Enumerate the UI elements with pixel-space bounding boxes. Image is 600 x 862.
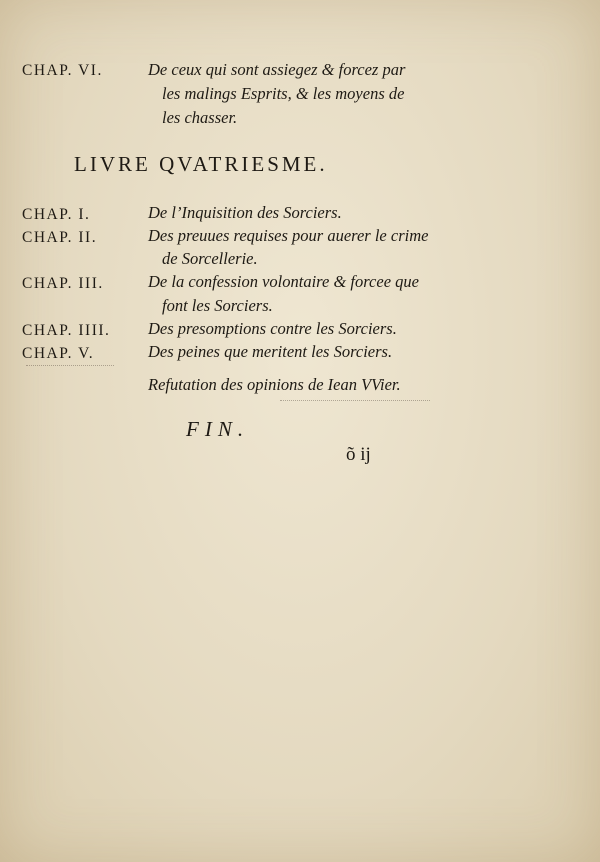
- dotted-rule: [280, 400, 430, 401]
- chapter-title-line: Des presomptions contre les Sorciers.: [148, 319, 397, 338]
- refutation-line: Refutation des opinions de Iean VVier.: [148, 375, 401, 394]
- chapter-title-line: Des preuues requises pour auerer le crime: [148, 226, 429, 245]
- dotted-rule: [26, 365, 114, 366]
- end-text: FIN.: [186, 417, 250, 441]
- chapter-title-line: les malings Esprits, & les moyens de: [162, 84, 405, 103]
- book-heading: LIVRE QVATRIESME.: [74, 152, 328, 176]
- chapter-label-ii: CHAP. II.: [22, 229, 98, 246]
- chapter-title-line: Des peines que meritent les Sorciers.: [148, 342, 393, 361]
- chapter-title-line: de Sorcellerie.: [162, 249, 258, 268]
- chapter-title-line: De ceux qui sont assiegez & forcez par: [148, 60, 406, 79]
- chapter-label-i: CHAP. I.: [22, 206, 91, 223]
- chapter-label-iiii: CHAP. IIII.: [22, 322, 111, 339]
- chapter-label-v: CHAP. V.: [22, 345, 95, 362]
- chapter-title-line: font les Sorciers.: [162, 296, 273, 315]
- chapter-title-line: De la confession volontaire & forcee que: [148, 272, 419, 291]
- chapter-title-line: les chasser.: [162, 108, 238, 127]
- signature-mark: õ ij: [346, 444, 371, 465]
- chapter-label-vi: CHAP. VI.: [22, 62, 103, 79]
- chapter-label-iii: CHAP. III.: [22, 275, 104, 292]
- chapter-title-line: De l’Inquisition des Sorciers.: [148, 203, 342, 222]
